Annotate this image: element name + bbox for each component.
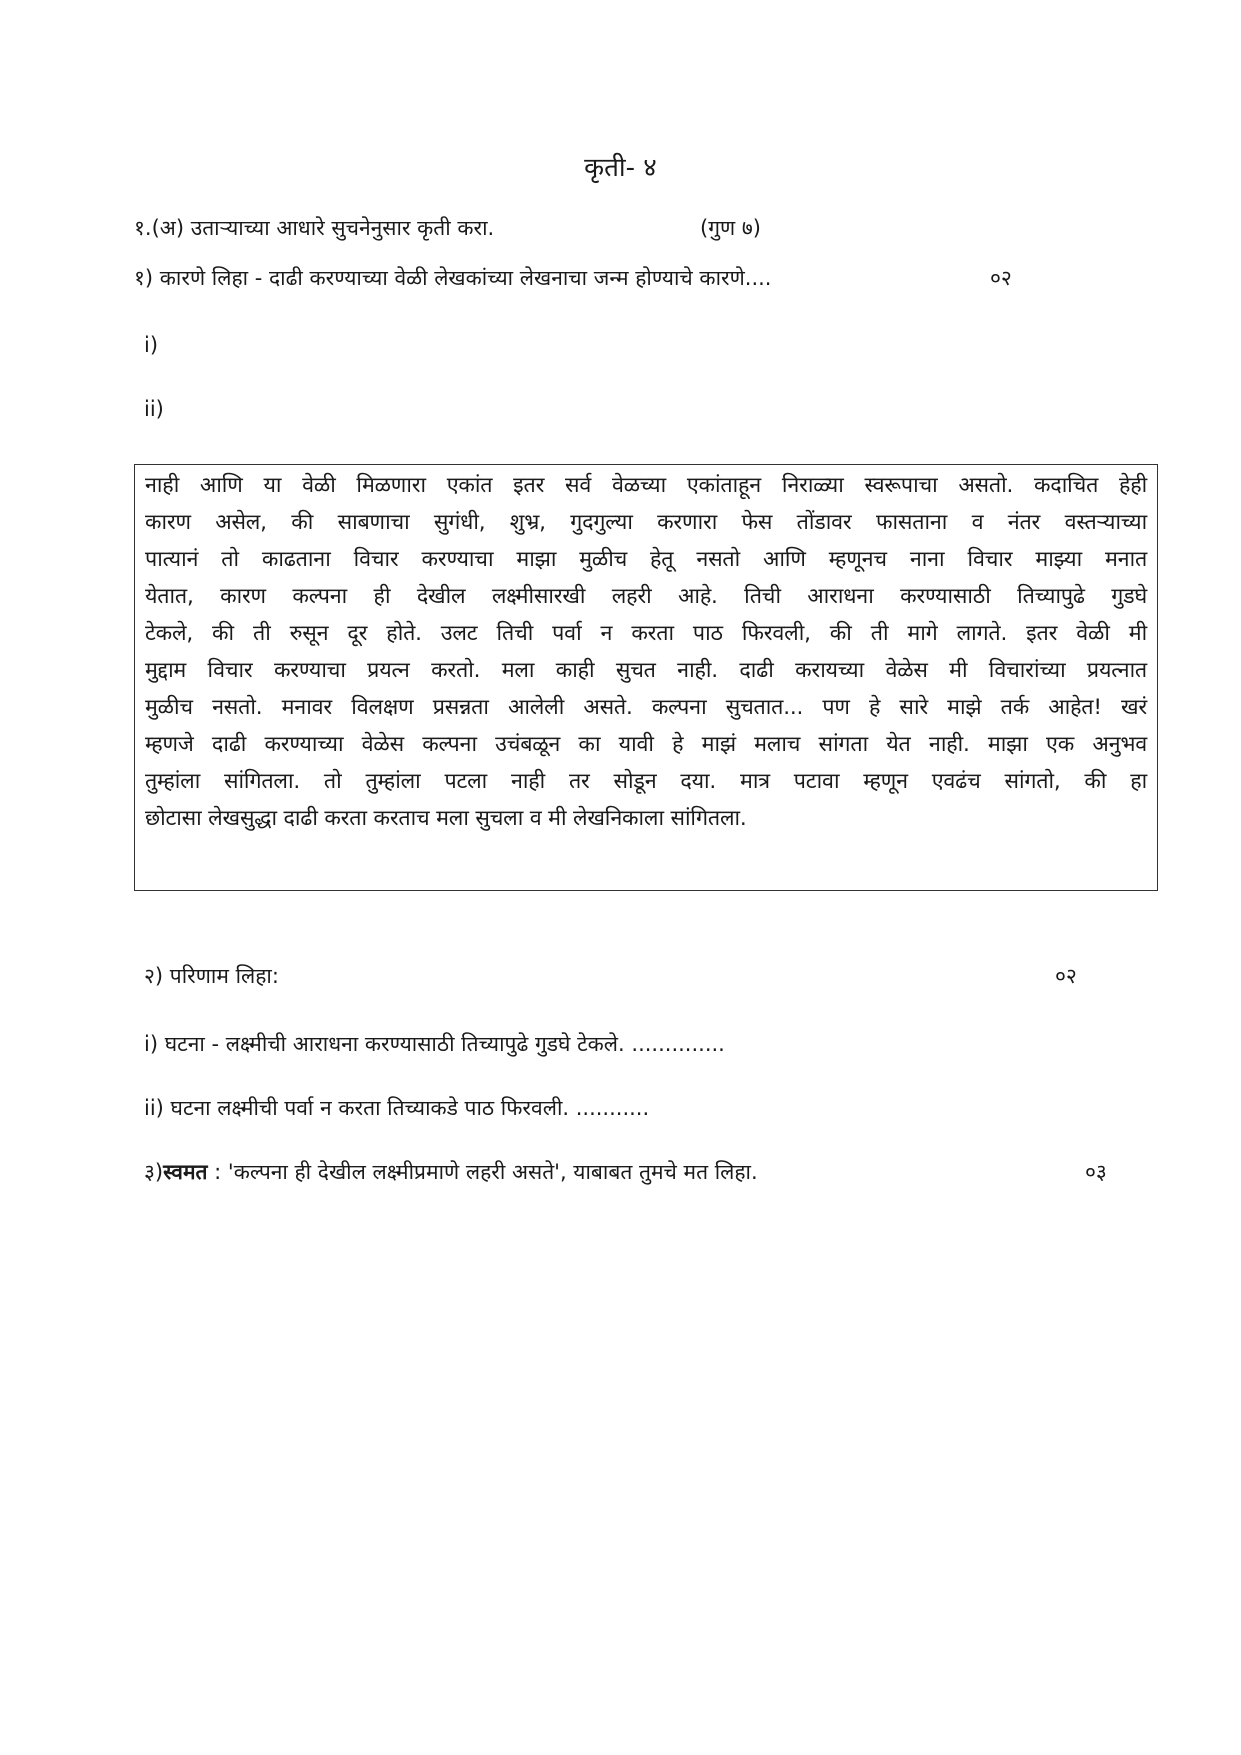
passage-line: येतात, कारण कल्पना ही देखील लक्ष्मीसारखी लहरी आहे. तिची आराधना करण्यासाठी तिच्यापुढे गुडघे <box>145 584 1147 609</box>
passage-box <box>134 464 1158 891</box>
subquestion-3-bold: स्वमत <box>163 1160 208 1184</box>
subquestion-2-marks: ०२ <box>1055 964 1077 988</box>
passage-line: मुळीच नसतो. मनावर विलक्षण प्रसन्नता आलेली असते. कल्पना सुचतात... पण हे सारे माझे तर्क आहेत! खरं <box>145 695 1147 720</box>
subquestion-3 <box>144 1158 758 1186</box>
passage-line: नाही आणि या वेळी मिळणारा एकांत इतर सर्व वेळच्या एकांताहून निराळ्या स्वरूपाचा असतो. कदाचित हेही <box>145 473 1147 498</box>
passage-line: टेकले, की ती रुसून दूर होते. उलट तिची पर्वा न करता पाठ फिरवली, की ती मागे लागते. इतर वेळी मी <box>145 621 1147 646</box>
event-1: i) घटना - लक्ष्मीची आराधना करण्यासाठी तिच्यापुढे गुडघे टेकले. .............. <box>144 1032 725 1056</box>
passage-line: तुम्हांला सांगितला. तो तुम्हांला पटला नाही तर सोडून दया. मात्र पटावा म्हणून एवढंच सांगतो, की हा <box>145 769 1147 794</box>
question-1-marks: (गुण ७) <box>700 216 761 240</box>
subquestion-3-prefix: ३) <box>144 1160 164 1184</box>
answer-slot-1: i) <box>144 333 159 357</box>
passage-line: मुद्दाम विचार करण्याचा प्रयत्न करतो. मला काही सुचत नाही. दाढी करायच्या वेळेस मी विचारांच्या प्रयत्नात <box>145 658 1147 683</box>
question-1-label: १.(अ) उताऱ्याच्या आधारे सुचनेनुसार कृती करा. <box>134 216 495 240</box>
event-2: ii) घटना लक्ष्मीची पर्वा न करता तिच्याकडे पाठ फिरवली. ........... <box>144 1096 650 1120</box>
subquestion-1-text: १) कारणे लिहा - दाढी करण्याच्या वेळी लेखकांच्या लेखनाचा जन्म होण्याचे कारणे.... <box>134 266 772 290</box>
subquestion-3-text: : 'कल्पना ही देखील लक्ष्मीप्रमाणे लहरी असते', याबाबत तुमचे मत लिहा. <box>207 1160 758 1184</box>
subquestion-3-marks: ०३ <box>1085 1160 1107 1184</box>
subquestion-1-marks: ०२ <box>990 266 1012 290</box>
passage-line: पात्यानं तो काढताना विचार करण्याचा माझा मुळीच हेतू नसतो आणि म्हणूनच नाना विचार माझ्या मनात <box>145 547 1147 572</box>
passage-line: कारण असेल, की साबणाचा सुगंधी, शुभ्र, गुदगुल्या करणारा फेस तोंडावर फासताना व नंतर वस्तऱ्याच्या <box>145 510 1147 535</box>
passage-line: छोटासा लेखसुद्धा दाढी करता करताच मला सुचला व मी लेखनिकाला सांगितला. <box>145 806 747 831</box>
passage-line: म्हणजे दाढी करण्याच्या वेळेस कल्पना उचंबळून का यावी हे माझं मलाच सांगता येत नाही. माझा एक अनुभव <box>145 732 1147 757</box>
page-title: कृती- ४ <box>584 153 657 183</box>
subquestion-2-text: २) परिणाम लिहा: <box>144 964 279 988</box>
answer-slot-2: ii) <box>144 397 164 421</box>
